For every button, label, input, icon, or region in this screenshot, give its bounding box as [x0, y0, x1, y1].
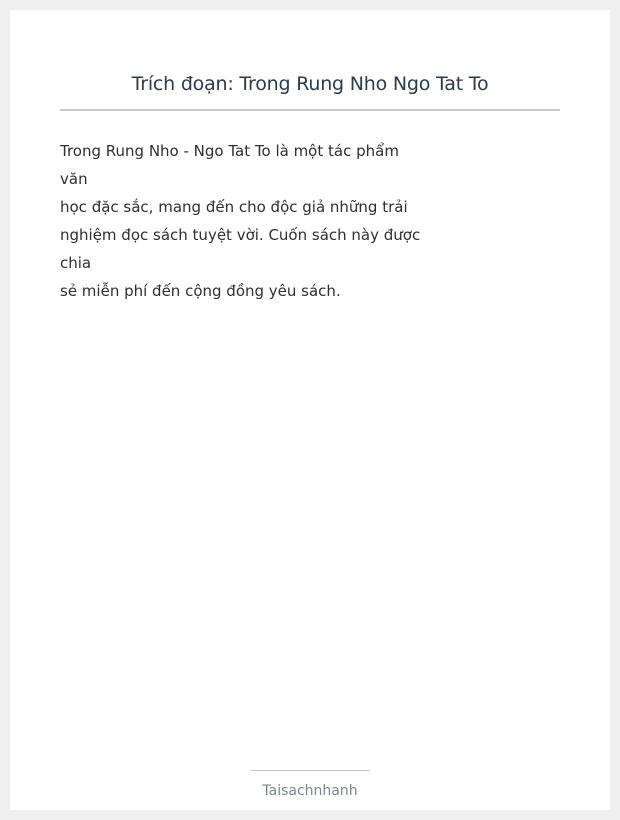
- footer-divider: [250, 770, 370, 771]
- body-line: văn: [60, 170, 88, 188]
- footer-site-name: Taisachnhanh: [262, 783, 358, 799]
- page-title: Trích đoạn: Trong Rung Nho Ngo Tat To: [131, 73, 489, 95]
- body-line: nghiệm đọc sách tuyệt vời. Cuốn sách này được: [60, 226, 421, 244]
- body-line: học đặc sắc, mang đến cho độc giả những trải: [60, 198, 408, 216]
- body-paragraph: [60, 137, 420, 305]
- body-line: chia: [60, 254, 92, 272]
- body-line: sẻ miễn phí đến cộng đồng yêu sách.: [60, 282, 341, 300]
- body-line: Trong Rung Nho - Ngo Tat To là một tác phẩm: [60, 142, 399, 160]
- title-divider: [60, 109, 560, 111]
- document-page: [10, 10, 610, 810]
